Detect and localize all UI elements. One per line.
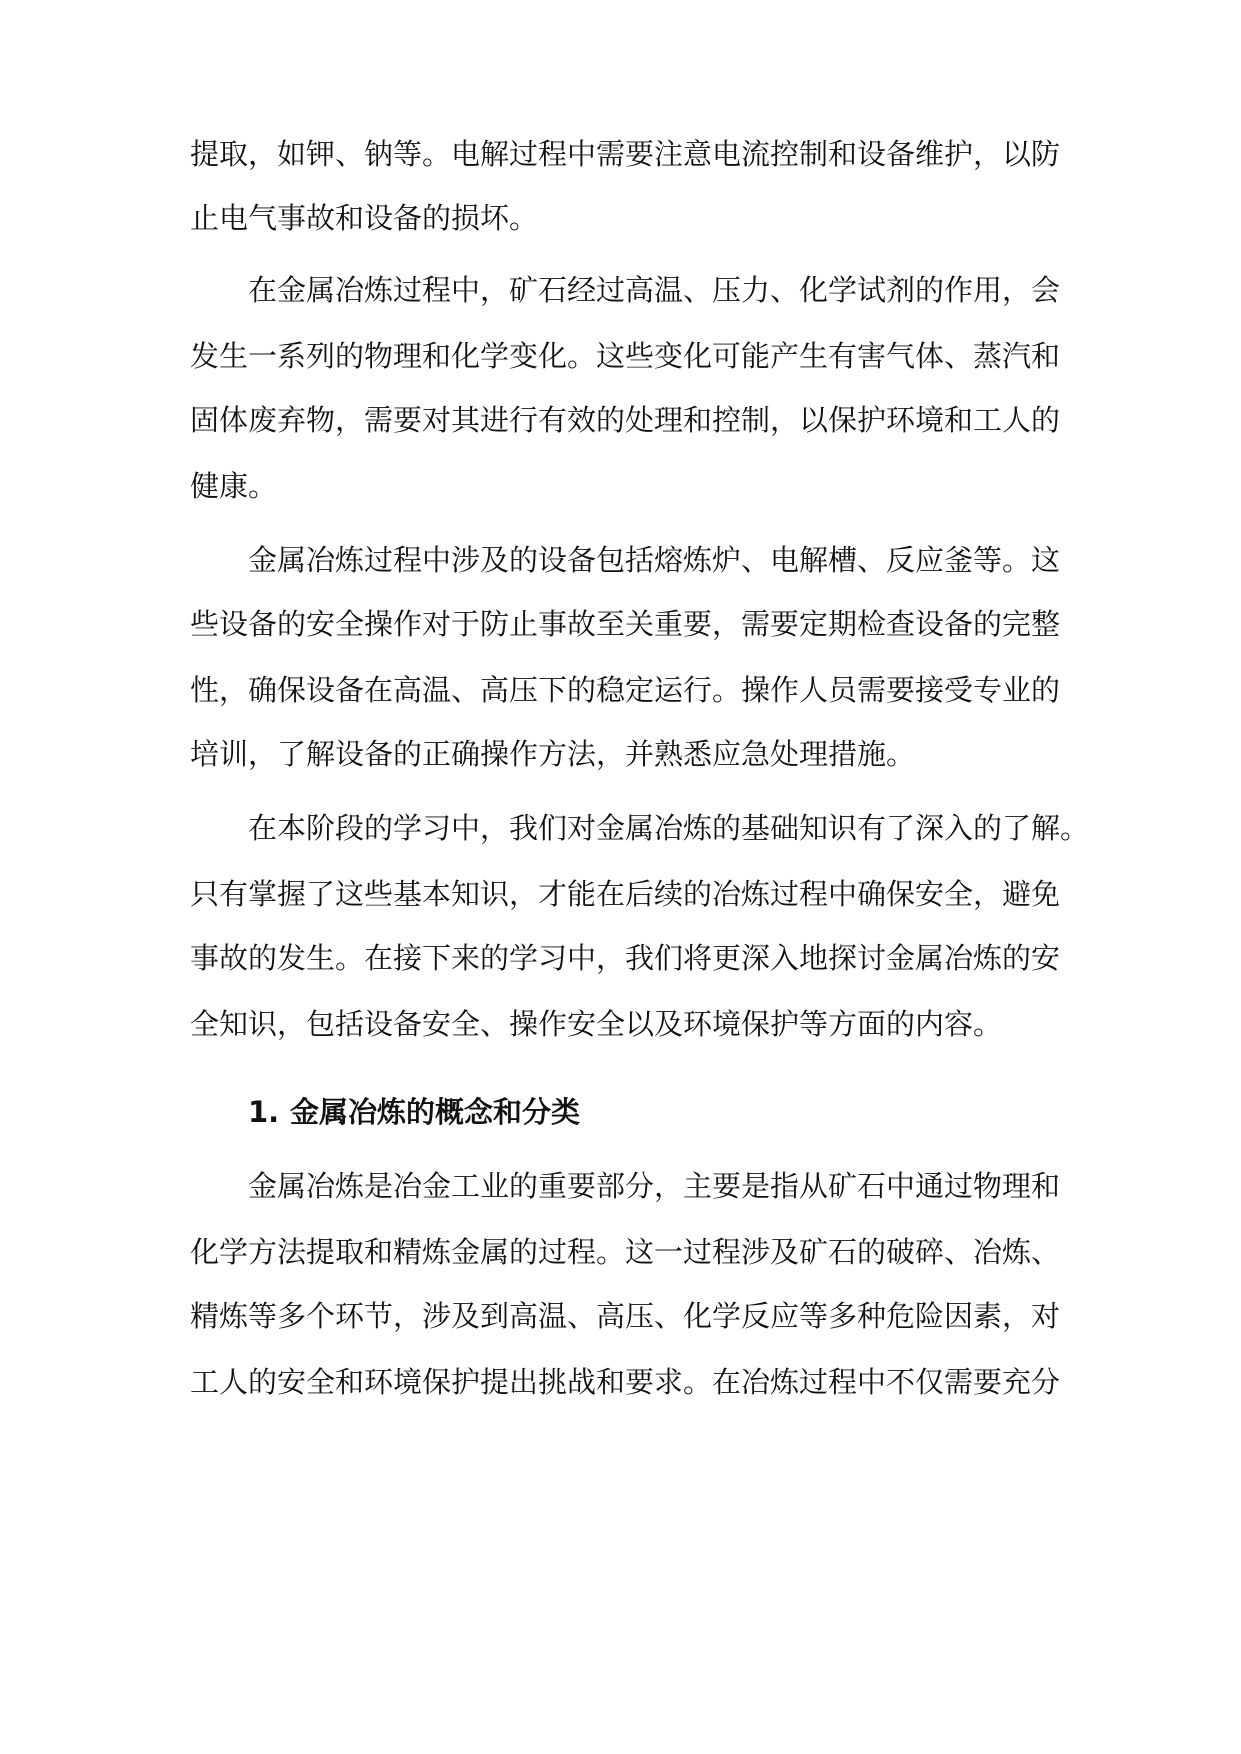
paragraph-4-line-4: 全知识，包括设备安全、操作安全以及环境保护等方面的内容。 [190, 1007, 1003, 1041]
paragraph-5-line-3: 精炼等多个环节，涉及到高温、高压、化学反应等多种危险因素，对 [190, 1299, 1061, 1333]
section-title: 金属冶炼的概念和分类 [290, 1095, 581, 1129]
paragraph-2-line-3: 固体废弃物，需要对其进行有效的处理和控制，以保护环境和工人的 [190, 403, 1061, 437]
section-heading [248, 1094, 580, 1130]
paragraph-4-line-3: 事故的发生。在接下来的学习中，我们将更深入地探讨金属冶炼的安 [190, 941, 1061, 975]
paragraph-1-line-1: 提取，如钾、钠等。电解过程中需要注意电流控制和设备维护，以防 [190, 137, 1061, 171]
paragraph-3-line-1: 金属冶炼过程中涉及的设备包括熔炼炉、电解槽、反应釜等。这 [248, 543, 1061, 577]
paragraph-4-line-2: 只有掌握了这些基本知识，才能在后续的冶炼过程中确保安全，避免 [190, 877, 1061, 911]
paragraph-4-line-1: 在本阶段的学习中，我们对金属冶炼的基础知识有了深入的了解。 [248, 811, 1090, 845]
paragraph-3-line-2: 些设备的安全操作对于防止事故至关重要，需要定期检查设备的完整 [190, 607, 1061, 641]
paragraph-5-line-4: 工人的安全和环境保护提出挑战和要求。在冶炼过程中不仅需要充分 [190, 1365, 1061, 1399]
paragraph-5-line-1: 金属冶炼是冶金工业的重要部分，主要是指从矿石中通过物理和 [248, 1169, 1061, 1203]
paragraph-2-line-4: 健康。 [190, 469, 278, 503]
section-number: 1. [248, 1095, 280, 1129]
paragraph-3-line-3: 性，确保设备在高温、高压下的稳定运行。操作人员需要接受专业的 [190, 673, 1061, 707]
paragraph-1-line-2: 止电气事故和设备的损坏。 [190, 201, 539, 235]
paragraph-2-line-1: 在金属冶炼过程中，矿石经过高温、压力、化学试剂的作用，会 [248, 273, 1061, 307]
paragraph-3-line-4: 培训，了解设备的正确操作方法，并熟悉应急处理措施。 [190, 737, 916, 771]
paragraph-5-line-2: 化学方法提取和精炼金属的过程。这一过程涉及矿石的破碎、冶炼、 [190, 1235, 1061, 1269]
paragraph-2-line-2: 发生一系列的物理和化学变化。这些变化可能产生有害气体、蒸汽和 [190, 339, 1061, 373]
